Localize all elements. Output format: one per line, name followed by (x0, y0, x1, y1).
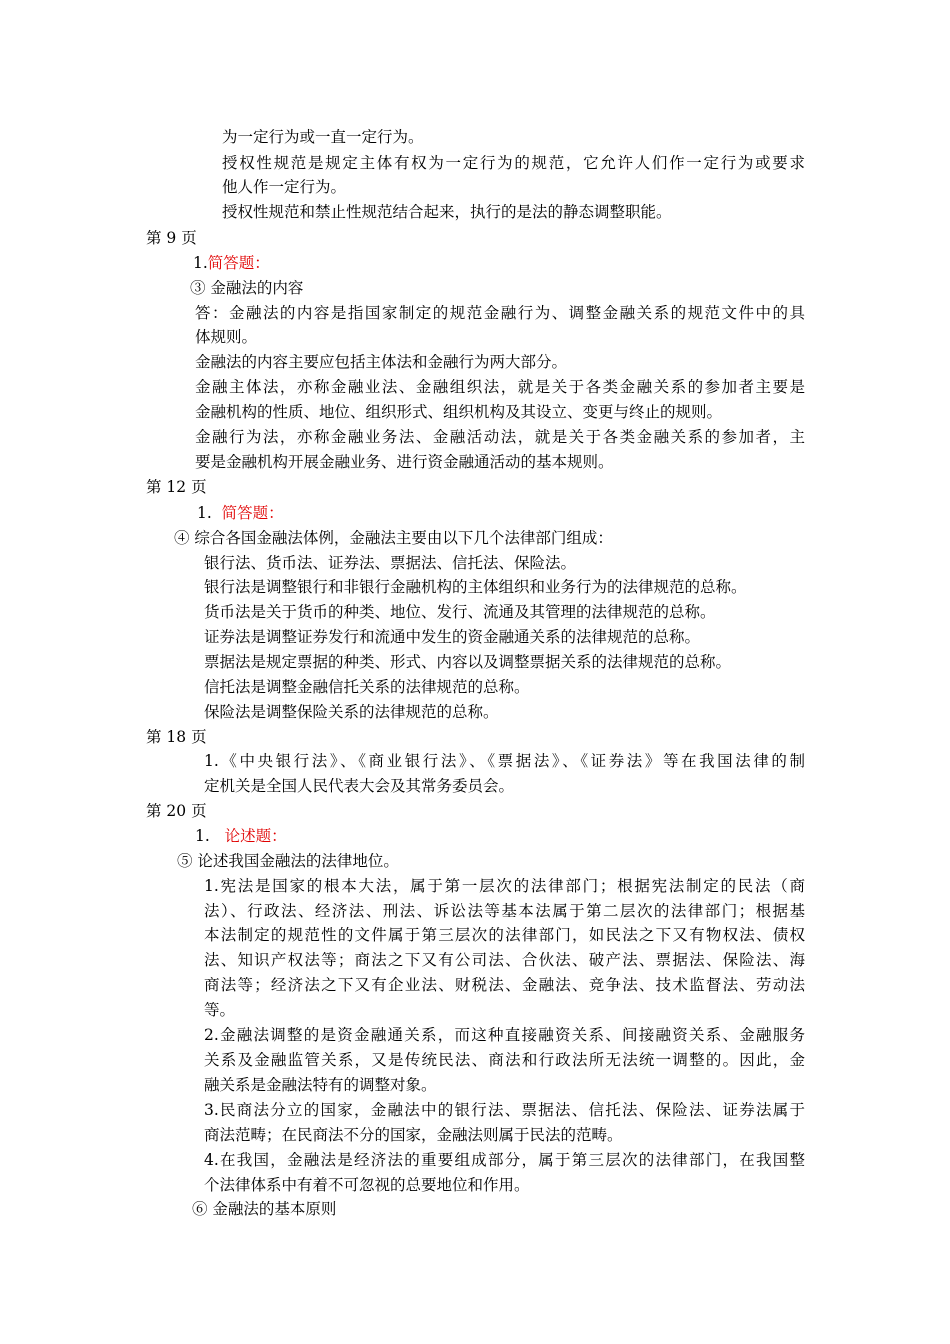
list-item: 票据法是规定票据的种类、形式、内容以及调整票据关系的法律规范的总称。 (204, 653, 732, 671)
question-type: 简答题： (207, 254, 270, 272)
list-item: 保险法是调整保险关系的法律规范的总称。 (204, 703, 499, 721)
page-marker: 第 9 页 (146, 229, 197, 247)
answer-line: 金融法的内容主要应包括主体法和金融行为两大部分。 (195, 353, 568, 371)
body-line: 本法制定的规范性的文件属于第三层次的法律部门，如民法之下又有物权法、债权 (204, 926, 805, 944)
body-line: 法、知识产权法等；商法之下又有公司法、合伙法、破产法、票据法、保险法、海 (204, 951, 805, 969)
body-line: 融关系是金融法特有的调整对象。 (204, 1076, 437, 1094)
page-marker: 第 12 页 (146, 478, 207, 496)
intro-line: 授权性规范是规定主体有权为一定行为的规范，它允许人们作一定行为或要求 (222, 154, 805, 172)
body-line: 法）、行政法、经济法、刑法、诉讼法等基本法属于第二层次的法律部门；根据基 (204, 902, 805, 920)
body-line: 等。 (204, 1001, 236, 1019)
body-line: 2.金融法调整的是资金融通关系，而这种直接融资关系、间接融资关系、金融服务 (204, 1026, 805, 1044)
section-heading: ④ 综合各国金融法体例，金融法主要由以下几个法律部门组成： (174, 529, 613, 547)
section-heading: ③ 金融法的内容 (190, 279, 304, 297)
body-line: 关系及金融监管关系，又是传统民法、商法和行政法所无法统一调整的。因此，金 (204, 1051, 805, 1069)
list-item: 货币法是关于货币的种类、地位、发行、流通及其管理的法律规范的总称。 (204, 603, 716, 621)
intro-line: 他人作一定行为。 (222, 178, 347, 196)
answer-line: 答：金融法的内容是指国家制定的规范金融行为、调整金融关系的规范文件中的具 (195, 304, 805, 322)
answer-line: 金融主体法，亦称金融业法、金融组织法，就是关于各类金融关系的参加者主要是 (195, 378, 805, 396)
body-line: 个法律体系中有着不可忽视的总要地位和作用。 (204, 1176, 530, 1194)
list-item: 信托法是调整金融信托关系的法律规范的总称。 (204, 678, 530, 696)
question-label (195, 825, 287, 847)
body-line: 3.民商法分立的国家，金融法中的银行法、票据法、信托法、保险法、证券法属于 (204, 1101, 805, 1119)
body-line: 4.在我国，金融法是经济法的重要组成部分，属于第三层次的法律部门，在我国整 (204, 1151, 805, 1169)
list-item: 证券法是调整证券发行和流通中发生的资金融通关系的法律规范的总称。 (204, 628, 701, 646)
section-heading: ⑥ 金融法的基本原则 (192, 1200, 337, 1218)
answer-line: 金融机构的性质、地位、组织形式、组织机构及其设立、变更与终止的规则。 (195, 403, 723, 421)
list-item: 银行法是调整银行和非银行金融机构的主体组织和业务行为的法律规范的总称。 (204, 578, 747, 596)
page-marker: 第 20 页 (146, 802, 207, 820)
body-line: 1.宪法是国家的根本大法，属于第一层次的法律部门；根据宪法制定的民法（商 (204, 877, 805, 895)
question-number: 1. (197, 504, 212, 522)
question-number: 1. (193, 254, 208, 272)
body-line: 定机关是全国人民代表大会及其常务委员会。 (204, 777, 515, 795)
question-label (197, 502, 284, 524)
body-line: 商法范畴；在民商法不分的国家，金融法则属于民法的范畴。 (204, 1126, 623, 1144)
question-number: 1. (195, 827, 210, 845)
section-heading: ⑤ 论述我国金融法的法律地位。 (177, 852, 399, 870)
intro-line: 为一定行为或一直一定行为。 (222, 128, 424, 146)
body-line: 商法等；经济法之下又有企业法、财税法、金融法、竞争法、技术监督法、劳动法 (204, 976, 805, 994)
question-label (193, 252, 270, 274)
page-marker: 第 18 页 (146, 728, 207, 746)
body-line: 1.《中央银行法》、《商业银行法》、《票据法》、《证券法》等在我国法律的制 (204, 752, 805, 770)
answer-line: 体规则。 (195, 328, 258, 346)
intro-line: 授权性规范和禁止性规范结合起来，执行的是法的静态调整职能。 (222, 203, 672, 221)
answer-line: 金融行为法，亦称金融业务法、金融活动法，就是关于各类金融关系的参加者，主 (195, 428, 805, 446)
question-type: 论述题： (224, 827, 287, 845)
answer-line: 要是金融机构开展金融业务、进行资金融通活动的基本规则。 (195, 453, 614, 471)
list-item: 银行法、货币法、证券法、票据法、信托法、保险法。 (204, 554, 577, 572)
question-type: 简答题： (221, 504, 284, 522)
